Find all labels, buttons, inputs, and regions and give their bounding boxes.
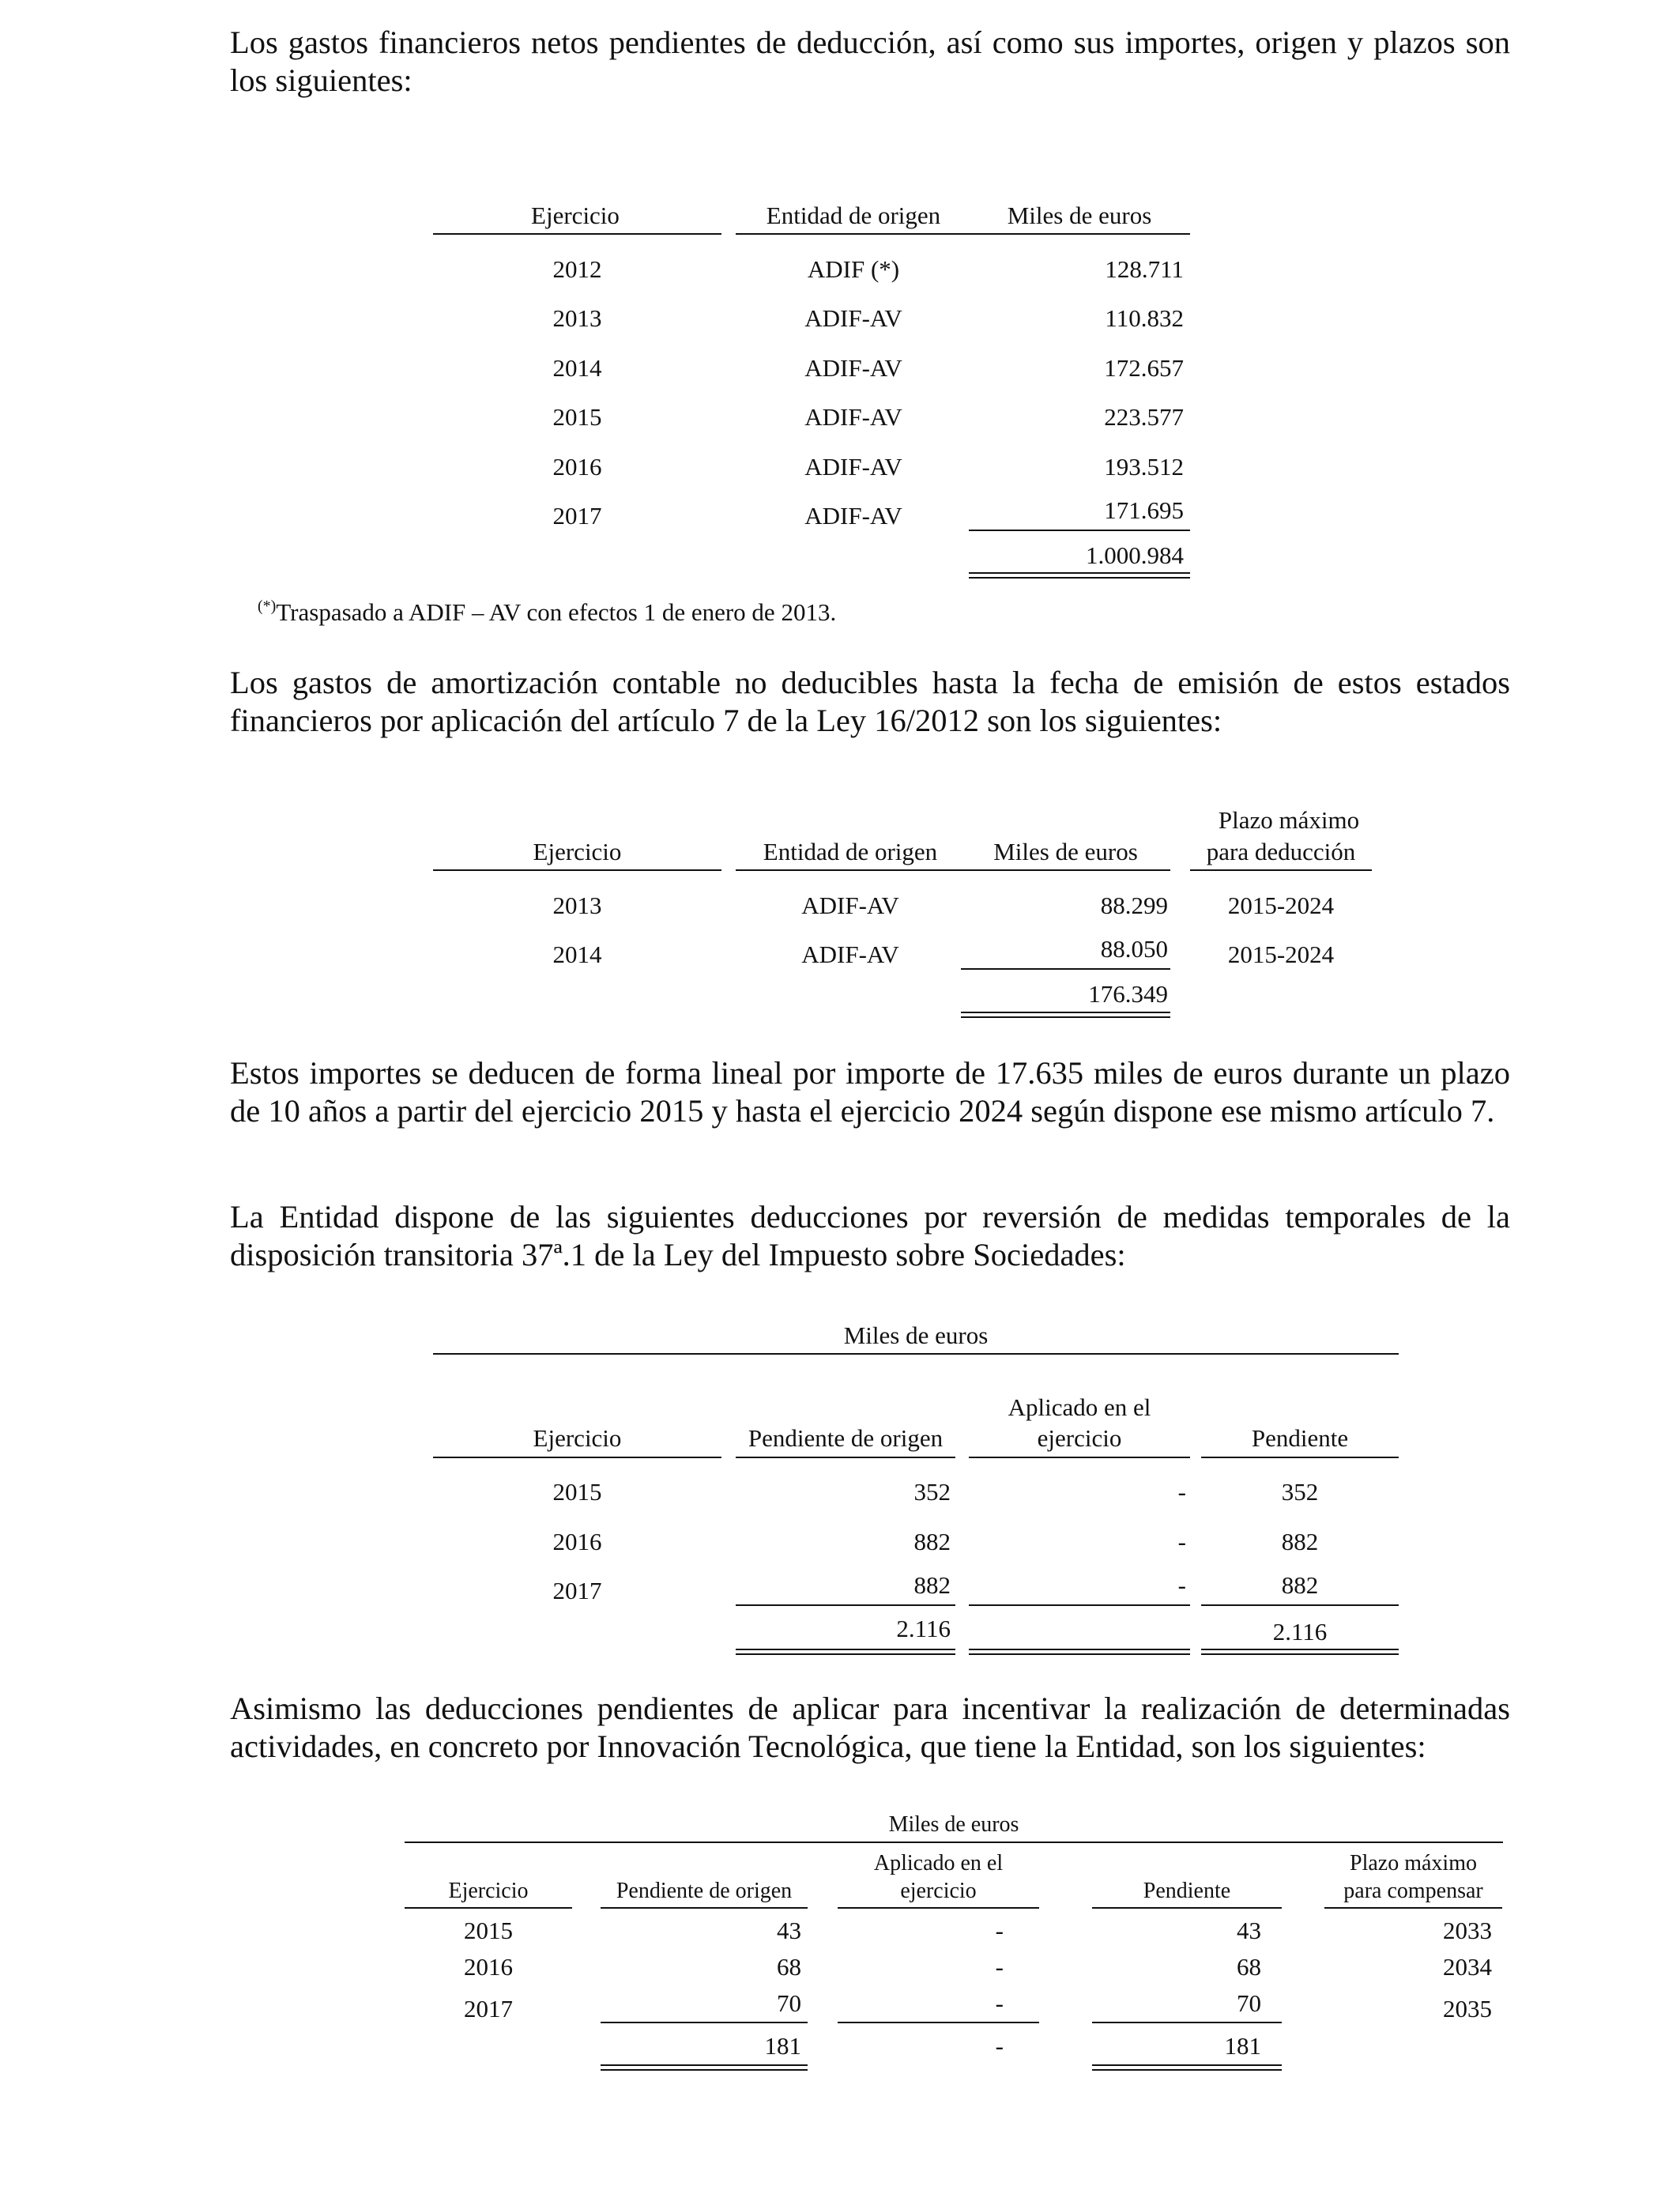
amount-cell: 128.711 (1105, 255, 1184, 283)
year-cell: 2014 (552, 941, 602, 968)
year-cell: 2017 (552, 1577, 602, 1604)
pending-cell: 43 (1237, 1917, 1261, 1944)
origin-cell: 70 (777, 1989, 801, 2017)
amount-cell: 88.299 (1100, 892, 1168, 919)
term-cell: 2015-2024 (1227, 941, 1335, 968)
table2-header-miles: Miles de euros (993, 838, 1138, 865)
applied-cell: - (1177, 1528, 1186, 1555)
table4-total-applied: - (995, 2032, 1004, 2060)
pending-cell: 352 (1281, 1478, 1319, 1506)
table3-total-double-rule (736, 1649, 955, 1655)
table4-header-rule (1092, 1907, 1282, 1909)
entity-cell: ADIF-AV (804, 502, 902, 530)
pending-cell: 70 (1237, 1989, 1261, 2017)
table1-header-entidad: Entidad de origen (766, 202, 941, 229)
entity-cell: ADIF (*) (807, 255, 900, 283)
table3-total-pending: 2.116 (1272, 1618, 1328, 1646)
pending-cell: 882 (1281, 1528, 1319, 1555)
paragraph-amortization: Los gastos de amortización contable no deducibles hasta la fecha de emisión de estos estados financieros por aplicación del artículo 7 de la Ley 16/2012 son los siguientes: (230, 665, 1510, 738)
amount-cell: 110.832 (1105, 304, 1184, 332)
table2-header-entidad: Entidad de origen (763, 838, 938, 865)
table4-super-header-rule (405, 1842, 1503, 1843)
table4-total-origin: 181 (764, 2032, 801, 2060)
table4-header-pendiente: Pendiente (1143, 1879, 1231, 1903)
table3-total-double-rule (1201, 1649, 1399, 1655)
table4-subtotal-rule (1092, 2022, 1282, 2023)
table4-super-header: Miles de euros (888, 1812, 1019, 1837)
amount-cell: 193.512 (1104, 453, 1184, 481)
table4-total-pending: 181 (1224, 2032, 1261, 2060)
applied-cell: - (1177, 1478, 1186, 1506)
table2-subtotal-rule (961, 968, 1170, 970)
term-cell: 2034 (1443, 1953, 1492, 1981)
table2-header-ejercicio: Ejercicio (533, 838, 622, 865)
entity-cell: ADIF-AV (801, 892, 899, 919)
table4-header-ejercicio: Ejercicio (448, 1879, 529, 1903)
origin-cell: 882 (913, 1571, 951, 1599)
table4-total-double-rule (601, 2064, 808, 2071)
table4-header-rule (1324, 1907, 1502, 1909)
table4-total-double-rule (1092, 2064, 1282, 2071)
applied-cell: - (995, 1953, 1004, 1981)
table4-subtotal-rule (601, 2022, 808, 2023)
table3-header-ejercicio: Ejercicio (533, 1424, 622, 1452)
table3-header-aplicado-line1: Aplicado en el (1008, 1393, 1151, 1421)
table1-header-ejercicio: Ejercicio (531, 202, 620, 229)
table4-header-rule (601, 1907, 808, 1909)
year-cell: 2016 (552, 1528, 602, 1555)
table1-header-rule (969, 233, 1190, 235)
footnote-mark: (*) (258, 598, 277, 615)
table1-subtotal-rule (969, 530, 1190, 531)
term-cell: 2033 (1443, 1917, 1492, 1944)
table4-header-rule (405, 1907, 572, 1909)
year-cell: 2015 (464, 1917, 513, 1944)
term-cell: 2015-2024 (1227, 892, 1335, 919)
origin-cell: 68 (777, 1953, 801, 1981)
year-cell: 2016 (552, 453, 602, 481)
year-cell: 2017 (552, 502, 602, 530)
table3-total-origin: 2.116 (896, 1615, 951, 1642)
table2-header-rule (736, 869, 965, 871)
amount-cell: 223.577 (1104, 403, 1184, 431)
year-cell: 2017 (464, 1995, 513, 2022)
table3-header-pendiente: Pendiente (1251, 1424, 1349, 1452)
pending-cell: 882 (1281, 1571, 1319, 1599)
table2-header-rule (433, 869, 721, 871)
table2-header-plazo-line1: Plazo máximo (1218, 806, 1360, 834)
table3-super-header-rule (433, 1353, 1399, 1355)
intro-paragraph-financial-expenses: Los gastos financieros netos pendientes de deducción, así como sus importes, origen y plazos son los siguientes: (230, 25, 1510, 98)
term-cell: 2035 (1443, 1995, 1492, 2022)
amount-cell: 88.050 (1100, 935, 1168, 963)
origin-cell: 43 (777, 1917, 801, 1944)
table4-header-aplicado-line2: ejercicio (900, 1879, 977, 1903)
table3-header-pendiente-origen: Pendiente de origen (748, 1424, 944, 1452)
year-cell: 2015 (552, 403, 602, 431)
paragraph-linear-deduction: Estos importes se deducen de forma lineal por importe de 17.635 miles de euros durante un plazo de 10 años a partir del ejercicio 2015 y hasta el ejercicio 2024 según dispone ese mismo artículo 7. (230, 1055, 1510, 1129)
applied-cell: - (995, 1989, 1004, 2017)
table3-header-rule (433, 1457, 721, 1458)
amount-cell: 172.657 (1104, 354, 1184, 382)
entity-cell: ADIF-AV (801, 941, 899, 968)
table2-header-plazo-line2: para deducción (1206, 838, 1356, 865)
table4-header-rule (838, 1907, 1039, 1909)
table1-total: 1.000.984 (1086, 541, 1184, 569)
table3-subtotal-rule (736, 1604, 955, 1606)
year-cell: 2016 (464, 1953, 513, 1981)
table4-header-pendiente-origen: Pendiente de origen (616, 1879, 793, 1903)
table2-header-rule (1190, 869, 1372, 871)
origin-cell: 352 (913, 1478, 951, 1506)
origin-cell: 882 (913, 1528, 951, 1555)
year-cell: 2012 (552, 255, 602, 283)
paragraph-innovation-deductions: Asimismo las deducciones pendientes de aplicar para incentivar la realización de determinadas actividades, en concreto por Innovación Tecnológica, que tiene la Entidad, son los siguientes: (230, 1691, 1510, 1764)
table1-footnote (258, 592, 836, 627)
table1-header-rule (433, 233, 721, 235)
table2-header-rule (961, 869, 1170, 871)
applied-cell: - (1177, 1571, 1186, 1599)
entity-cell: ADIF-AV (804, 304, 902, 332)
amount-cell: 171.695 (1104, 496, 1184, 524)
footnote-text: Traspasado a ADIF – AV con efectos 1 de enero de 2013. (276, 598, 837, 626)
table3-subtotal-rule (1201, 1604, 1399, 1606)
year-cell: 2013 (552, 892, 602, 919)
entity-cell: ADIF-AV (804, 354, 902, 382)
table1-header-miles: Miles de euros (1007, 202, 1152, 229)
table3-total-double-rule (969, 1649, 1190, 1655)
year-cell: 2015 (552, 1478, 602, 1506)
table3-header-rule (969, 1457, 1190, 1458)
table2-total: 176.349 (1088, 980, 1168, 1008)
table1-total-double-rule (969, 572, 1190, 579)
year-cell: 2014 (552, 354, 602, 382)
table4-subtotal-rule (838, 2022, 1039, 2023)
table3-super-header: Miles de euros (843, 1321, 989, 1349)
table4-header-plazo-line2: para compensar (1343, 1879, 1483, 1903)
table3-subtotal-rule (969, 1604, 1190, 1606)
entity-cell: ADIF-AV (804, 453, 902, 481)
applied-cell: - (995, 1917, 1004, 1944)
table4-header-plazo-line1: Plazo máximo (1350, 1851, 1477, 1875)
paragraph-temporary-measures: La Entidad dispone de las siguientes deducciones por reversión de medidas temporales de la disposición transitoria 37ª.1 de la Ley del Impuesto sobre Sociedades: (230, 1199, 1510, 1272)
table1-header-rule (736, 233, 971, 235)
table3-header-rule (736, 1457, 955, 1458)
entity-cell: ADIF-AV (804, 403, 902, 431)
table3-header-aplicado-line2: ejercicio (1037, 1424, 1122, 1452)
pending-cell: 68 (1237, 1953, 1261, 1981)
table2-total-double-rule (961, 1012, 1170, 1018)
table3-header-rule (1201, 1457, 1399, 1458)
year-cell: 2013 (552, 304, 602, 332)
table4-header-aplicado-line1: Aplicado en el (873, 1851, 1004, 1875)
